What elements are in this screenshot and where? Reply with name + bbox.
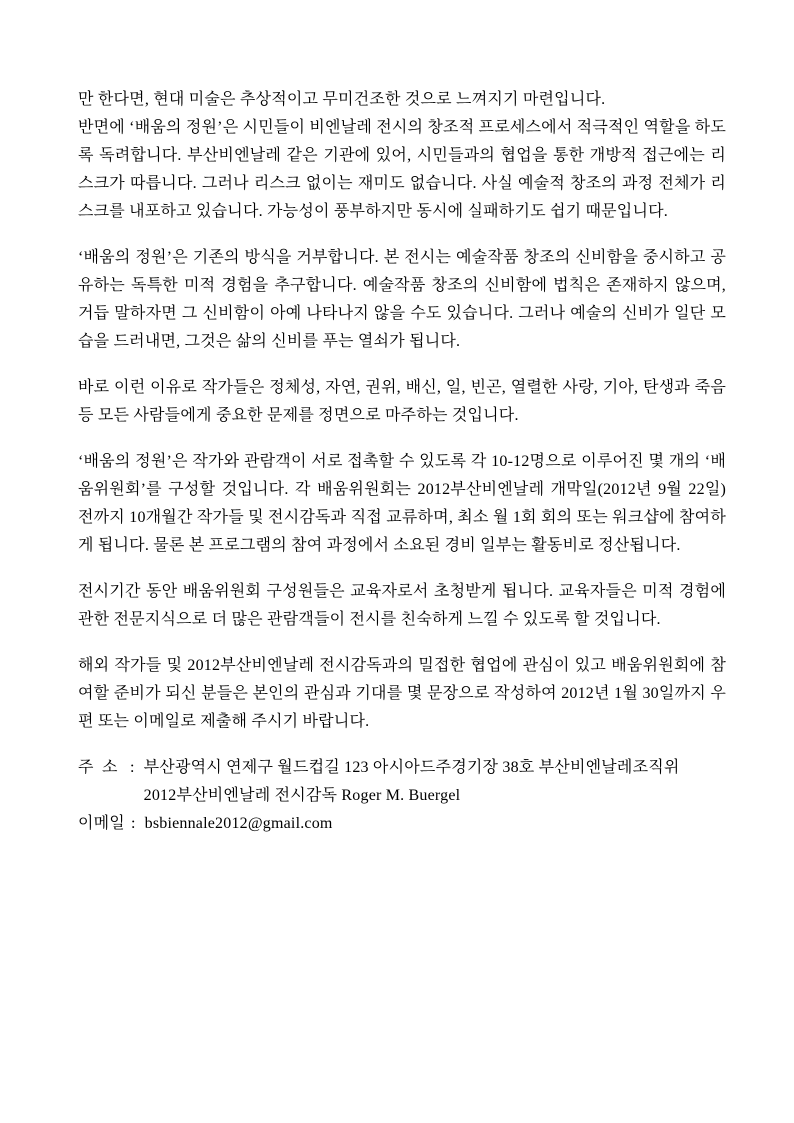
contact-block bbox=[78, 754, 726, 838]
address-colon: : bbox=[130, 759, 135, 776]
paragraph-intro-continuation: 만 한다면, 현대 미술은 추상적이고 무미건조한 것으로 느껴지기 마련입니다. bbox=[78, 91, 606, 108]
paragraph-artists-themes: 바로 이런 이유로 작가들은 정체성, 자연, 권위, 배신, 일, 빈곤, 열렬한 사랑, 기아, 탄생과 죽음 등 모든 사람들에게 중요한 문제를 정면으로 마주하는 것입니다. bbox=[78, 379, 726, 424]
address-row bbox=[78, 754, 726, 810]
email-label: 이메일 bbox=[78, 815, 125, 832]
paragraph-educators: 전시기간 동안 배움위원회 구성원들은 교육자로서 초청받게 됩니다. 교육자들은 미적 경험에 관한 전문지식으로 더 많은 관람객들이 전시를 친숙하게 느낄 수 있도록 할 것입니다. bbox=[78, 583, 726, 628]
paragraph-application-call: 해외 작가들 및 2012부산비엔날레 전시감독과의 밀접한 협업에 관심이 있고 배움위원회에 참여할 준비가 되신 분들은 본인의 관심과 기대를 몇 문장으로 작성하여 2012년 1월 30일까지 우편 또는 이메일로 제출해 주시기 바랍니다. bbox=[78, 657, 726, 730]
email-value: bsbiennale2012@gmail.com bbox=[144, 815, 333, 832]
paragraph-garden-of-learning-intro: 반면에 ‘배움의 정원’은 시민들이 비엔날레 전시의 창조적 프로세스에서 적극적인 역할을 하도록 독려합니다. 부산비엔날레 같은 기관에 있어, 시민들과의 협업을 통한 개방적 접근에는 리스크가 따릅니다. 그러나 리스크 없이는 재미도 없습니다. 사실 예술적 창조의 과정 전체가 리스크를 내포하고 있습니다. 가능성이 풍부하지만 동시에 실패하기도 쉽기 때문입니다. bbox=[78, 119, 726, 220]
email-row bbox=[78, 810, 726, 838]
document-body bbox=[78, 86, 726, 838]
email-colon: : bbox=[130, 815, 136, 832]
address-line-2: 2012부산비엔날레 전시감독 Roger M. Buergel bbox=[143, 787, 461, 804]
paragraph-learning-councils: ‘배움의 정원’은 작가와 관람객이 서로 접촉할 수 있도록 각 10-12명으로 이루어진 몇 개의 ‘배움위원회’를 구성할 것입니다. 각 배움위원회는 2012부산비엔날레 개막일(2012년 9월 22일) 전까지 10개월간 작가들 및 전시감독과 직접 교류하며, 최소 월 1회 회의 또는 워크샵에 참여하게 됩니다. 물론 본 프로그램의 참여 과정에서 소요된 경비 일부는 활동비로 정산됩니다. bbox=[78, 453, 726, 554]
paragraph-rejecting-existing-ways: ‘배움의 정원’은 기존의 방식을 거부합니다. 본 전시는 예술작품 창조의 신비함을 중시하고 공유하는 독특한 미적 경험을 추구합니다. 예술작품 창조의 신비함에 법칙은 존재하지 않으며, 거듭 말하자면 그 신비함이 아예 나타나지 않을 수도 있습니다. 그러나 예술의 신비가 일단 모습을 드러내면, 그것은 삶의 신비를 푸는 열쇠가 됩니다. bbox=[78, 249, 726, 350]
address-value bbox=[144, 754, 726, 810]
address-label: 주 소 bbox=[78, 759, 118, 776]
address-line-1: 부산광역시 연제구 월드컵길 123 아시아드주경기장 38호 부산비엔날레조직위 bbox=[143, 759, 680, 776]
